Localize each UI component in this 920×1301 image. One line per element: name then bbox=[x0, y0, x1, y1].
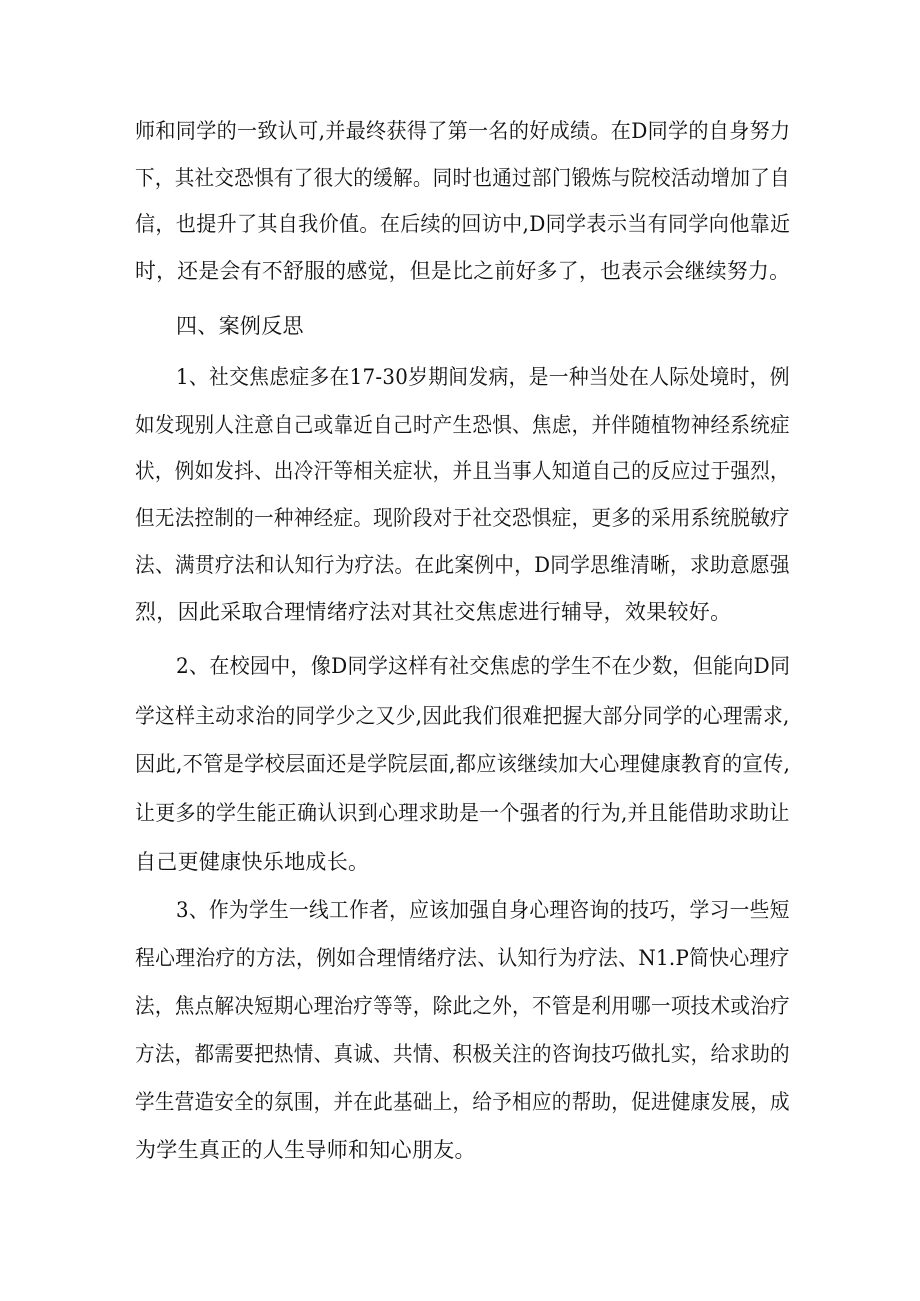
text-line: 下，其社交恐惧有了很大的缓解。同时也通过部门锻炼与院校活动增加了自 bbox=[135, 166, 790, 190]
text-line: 状，例如发抖、出冷汗等相关症状，并且当事人知道自己的反应过于强烈， bbox=[135, 459, 790, 483]
text-line: 学生营造安全的氛围，并在此基础上，给予相应的帮助，促进健康发展，成 bbox=[135, 1090, 790, 1114]
text-line: 但无法控制的一种神经症。现阶段对于社交恐惧症，更多的采用系统脱敏疗 bbox=[135, 506, 790, 530]
text-line: 程心理治疗的方法，例如合理情绪疗法、认知行为疗法、N1.P简快心理疗 bbox=[135, 946, 790, 970]
text-line: 自己更健康快乐地成长。 bbox=[135, 850, 370, 874]
text-line: 时，还是会有不舒服的感觉，但是比之前好多了，也表示会继续努力。 bbox=[135, 259, 791, 283]
text-line: 法、满贯疗法和认知行为疗法。在此案例中，D同学思维清晰，求助意愿强 bbox=[135, 553, 790, 577]
text-line: 信，也提升了其自我价值。在后续的回访中,D同学表示当有同学向他靠近 bbox=[135, 212, 791, 236]
text-line: 1、社交焦虑症多在17-30岁期间发病，是一种当处在人际处境时，例 bbox=[176, 365, 790, 389]
text-line: 学这样主动求治的同学少之又少,因此我们很难把握大部分同学的心理需求, bbox=[135, 704, 790, 728]
text-line: 方法，都需要把热情、真诚、共情、积极关注的咨询技巧做扎实，给求助的 bbox=[135, 1042, 790, 1066]
text-line: 让更多的学生能正确认识到心理求助是一个强者的行为,并且能借助求助让 bbox=[135, 801, 790, 825]
text-line: 2、在校园中，像D同学这样有社交焦虑的学生不在少数，但能向D同 bbox=[176, 654, 791, 678]
text-line: 烈，因此采取合理情绪疗法对其社交焦虑进行辅导，效果较好。 bbox=[135, 600, 732, 624]
text-line: 如发现别人注意自己或靠近自己时产生恐惧、焦虑，并伴随植物神经系统症 bbox=[135, 413, 790, 437]
text-line: 3、作为学生一线工作者，应该加强自身心理咨询的技巧，学习一些短 bbox=[176, 898, 790, 922]
text-line: 师和同学的一致认可,并最终获得了第一名的好成绩。在D同学的自身努力 bbox=[135, 119, 791, 143]
text-line: 因此,不管是学校层面还是学院层面,都应该继续加大心理健康教育的宣传, bbox=[135, 752, 791, 776]
text-line: 为学生真正的人生导师和知心朋友。 bbox=[135, 1138, 476, 1162]
text-line: 法，焦点解决短期心理治疗等等，除此之外，不管是利用哪一项技术或治疗 bbox=[135, 994, 790, 1018]
section-heading: 四、案例反思 bbox=[176, 314, 304, 338]
